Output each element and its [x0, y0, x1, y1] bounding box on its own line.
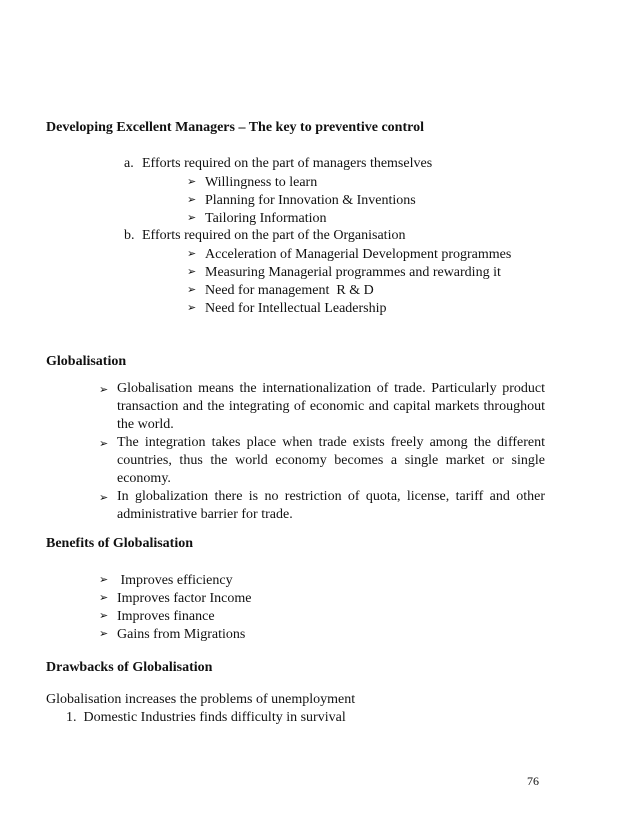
arrow-bullet-icon: ➢ — [99, 383, 109, 396]
sub-item-label: Efforts required on the part of the Organisation — [142, 228, 406, 243]
list-item-text: Need for Intellectual Leadership — [205, 301, 387, 316]
list-item-text: Planning for Innovation & Inventions — [205, 193, 416, 208]
paragraph-bullet: In globalization there is no restriction of quota, license, tariff and other administrative barrier for trade. — [117, 489, 545, 522]
list-item — [187, 281, 374, 300]
paragraph-bullet: Globalisation means the internationalization of trade. Particularly product transaction and the integrating of economic and capital markets throughout the world. — [117, 381, 545, 432]
list-item — [99, 571, 233, 590]
sub-item-label: Efforts required on the part of managers themselves — [142, 156, 433, 171]
list-item-text: Acceleration of Managerial Development programmes — [205, 247, 512, 262]
paragraph-bullet: The integration takes place when trade exists freely among the different countries, thus the world economy becomes a single market or single economy. — [117, 435, 545, 486]
list-item-text: Improves efficiency — [117, 573, 233, 588]
list-item — [187, 173, 317, 192]
list-item — [187, 209, 327, 228]
page-number: 76 — [527, 774, 539, 788]
paragraph: Globalisation increases the problems of unemployment — [46, 692, 356, 707]
numbered-item-marker: 1. — [66, 710, 77, 725]
list-item-text: Gains from Migrations — [117, 627, 246, 642]
arrow-bullet-icon: ➢ — [187, 247, 197, 260]
arrow-bullet-icon: ➢ — [99, 609, 109, 622]
numbered-item-text: Domestic Industries finds difficulty in survival — [83, 710, 346, 725]
sub-item-b — [124, 227, 405, 245]
arrow-bullet-icon: ➢ — [187, 265, 197, 278]
list-item — [187, 191, 416, 210]
list-item-text: Measuring Managerial programmes and rewarding it — [205, 265, 501, 280]
section-heading-managers: Developing Excellent Managers – The key to preventive control — [46, 120, 424, 135]
list-item — [99, 625, 245, 644]
list-item — [99, 607, 215, 626]
numbered-item — [66, 709, 346, 727]
section-heading-drawbacks: Drawbacks of Globalisation — [46, 660, 213, 675]
list-item — [99, 589, 252, 608]
arrow-bullet-icon: ➢ — [99, 627, 109, 640]
sub-item-marker: b. — [124, 228, 135, 243]
list-item-text: Improves factor Income — [117, 591, 252, 606]
section-heading-benefits: Benefits of Globalisation — [46, 536, 194, 551]
section-heading-globalisation: Globalisation — [46, 354, 127, 369]
arrow-bullet-icon: ➢ — [187, 211, 197, 224]
arrow-bullet-icon: ➢ — [99, 491, 109, 504]
list-item-text: Improves finance — [117, 609, 215, 624]
list-item — [187, 245, 511, 264]
list-item — [187, 299, 387, 318]
arrow-bullet-icon: ➢ — [187, 283, 197, 296]
arrow-bullet-icon: ➢ — [187, 193, 197, 206]
arrow-bullet-icon: ➢ — [187, 301, 197, 314]
arrow-bullet-icon: ➢ — [99, 573, 109, 586]
sub-item-marker: a. — [124, 156, 134, 171]
list-item-text: Tailoring Information — [205, 211, 327, 226]
arrow-bullet-icon: ➢ — [99, 591, 109, 604]
list-item-text: Need for management R & D — [205, 283, 374, 298]
list-item-text: Willingness to learn — [205, 175, 318, 190]
sub-item-a — [124, 155, 432, 173]
arrow-bullet-icon: ➢ — [99, 437, 109, 450]
arrow-bullet-icon: ➢ — [187, 175, 197, 188]
list-item — [187, 263, 501, 282]
